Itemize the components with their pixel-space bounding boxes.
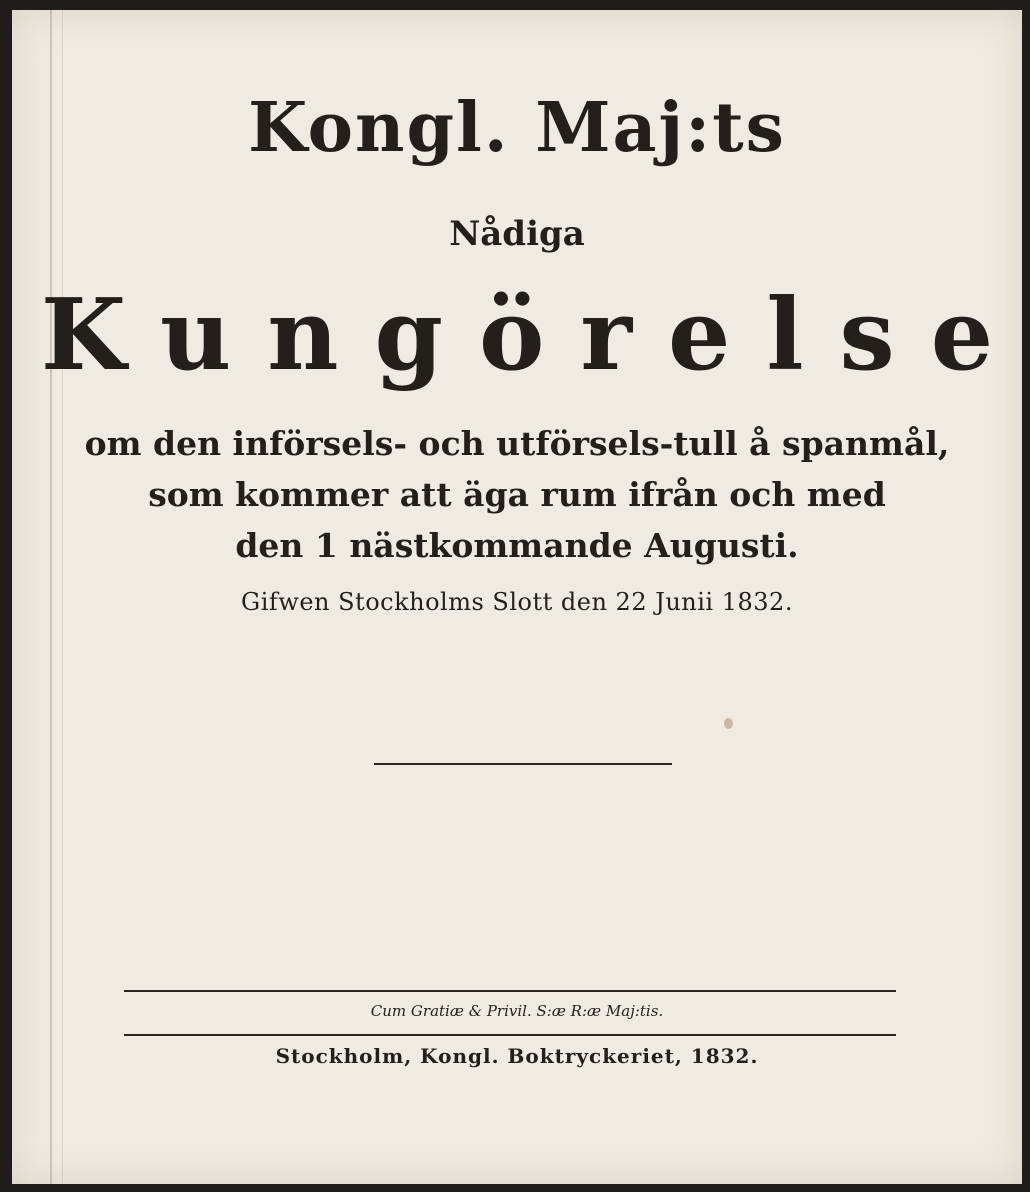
imprint-rule-top xyxy=(124,990,896,992)
subject-line-2: som kommer att äga rum ifrån och med xyxy=(148,475,886,514)
divider-rule-short xyxy=(374,763,672,765)
title-kungorelse: Kungörelse xyxy=(40,278,1030,393)
subject-line-1: om den införsels- och utförsels-tull å spanmål, xyxy=(84,424,950,463)
printer-imprint: Stockholm, Kongl. Boktryckeriet, 1832. xyxy=(275,1044,759,1068)
subject-line-3: den 1 nästkommande Augusti. xyxy=(235,526,799,565)
title-kongl-majts: Kongl. Maj:ts xyxy=(248,88,786,168)
title-nadiga: Nådiga xyxy=(449,214,585,254)
privilege-line: Cum Gratiæ & Privil. S:æ R:æ Maj:tis. xyxy=(370,1002,664,1020)
paper-stain xyxy=(724,718,733,729)
imprint-rule-bottom xyxy=(124,1034,896,1036)
document-page xyxy=(12,10,1030,1184)
given-date-line: Gifwen Stockholms Slott den 22 Junii 1832. xyxy=(241,588,793,616)
